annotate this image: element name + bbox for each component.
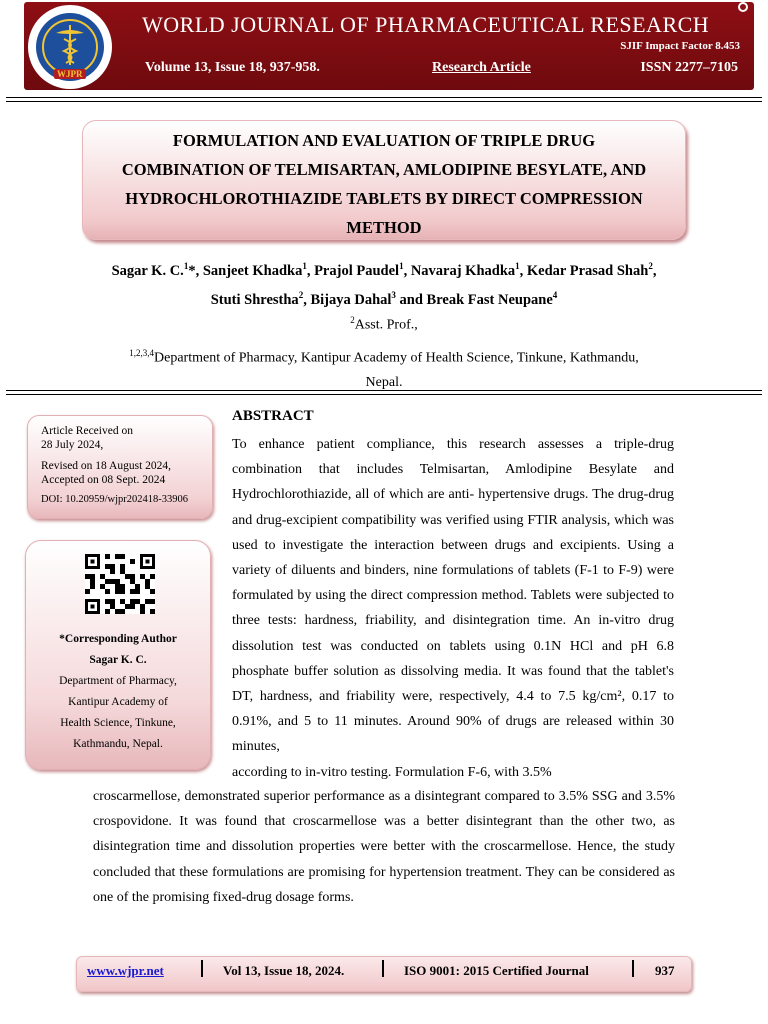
- caduceus-icon: [52, 23, 88, 67]
- abstract-heading: ABSTRACT: [232, 408, 314, 424]
- author-name: Break Fast Neupane: [426, 291, 553, 308]
- title-box: [82, 120, 686, 240]
- author-list: Sagar K. C.$^1$*, Sanjeet Khadka$^1$, Prajol Paudel$^1$, Navaraj Khadka$^1$, Kedar Prasad Shah$^2$, Stuti Shrestha$^2$, Bijaya Dahal$^3$ and Break Fast Neupane$^4$: [111, 261, 657, 308]
- article-info-box: [27, 415, 213, 519]
- divider: [6, 394, 762, 395]
- article-type: Research Article: [432, 60, 531, 75]
- received-date: 28 July 2024,: [41, 439, 104, 451]
- revised-date: Revised on 18 August 2024,: [41, 460, 172, 472]
- corresponding-author-box: [25, 540, 211, 770]
- journal-banner: [24, 2, 754, 90]
- journal-title: WORLD JOURNAL OF PHARMACEUTICAL RESEARCH: [142, 12, 710, 37]
- author-name: Prajol Paudel: [314, 262, 400, 279]
- author-name: Sanjeet Khadka: [202, 262, 303, 279]
- corresponding-label: *Corresponding Author: [59, 633, 177, 645]
- issn: ISSN 2277–7105: [640, 60, 738, 75]
- website-link[interactable]: www.wjpr.net: [87, 963, 164, 978]
- corresponding-name: Sagar K. C.: [89, 654, 147, 666]
- journal-logo: [28, 5, 112, 89]
- divider: [6, 97, 762, 98]
- abstract-text-continued: croscarmellose, demonstrated superior performance as a disintegrant compared to 3.5% SSG and 3.5% crospovidone. It was found that croscarmellose was a better disintegrant than the other two, as disintegration time and dissolution properties were better with the croscarmellose. Hence, the study concluded that these formulations are promising for hypertension treatment. They can be considered as one of the promising fixed-drug dosage forms.: [93, 789, 675, 905]
- accepted-date: Accepted on 08 Sept. 2024: [41, 474, 166, 486]
- author-name: Stuti Shrestha: [210, 291, 299, 308]
- author-name: Bijaya Dahal: [310, 291, 392, 308]
- doi: DOI: 10.20959/wjpr202418-33906: [41, 494, 188, 505]
- author-name: Sagar K. C.: [111, 262, 184, 279]
- author-name: Navaraj Khadka: [410, 262, 516, 279]
- footer-iso: ISO 9001: 2015 Certified Journal: [404, 963, 589, 978]
- footer-separator: [382, 960, 384, 977]
- article-title: FORMULATION AND EVALUATION OF TRIPLE DRUG COMBINATION OF TELMISARTAN, AMLODIPINE BESYLATE, AND HYDROCHLOROTHIAZIDE TABLETS BY DIRECT COMPRESSION METHOD: [121, 131, 647, 237]
- affiliation-department: $^{1,2,3,4}$Department of Pharmacy, Kantipur Academy of Health Science, Tinkune, Kathmandu, Nepal.: [129, 348, 639, 390]
- impact-factor: SJIF Impact Factor 8.453: [620, 40, 740, 52]
- qr-code-icon: [85, 554, 155, 614]
- page-footer: [76, 956, 692, 992]
- abstract-text: To enhance patient compliance, this research assesses a triple-drug combination that includes Telmisartan, Amlodipine Besylate and Hydrochlorothiazide, all of which are anti- hypertensive drugs. The drug-drug and drug-excipient compatibility was verified using FTIR analysis, which was used to investigate the interaction between drugs and excipients. Using a variety of diluents and binders, nine formulations of tablets (F-1 to F-9) were formulated by using the direct compression method. Tablets were subjected to three tests: hardness, friability, and disintegration time. An in-vitro drug dissolution test was conducted on tablets using 0.1N HCl and pH 6.8 phosphate buffer solution as dissolving media. It was found that the tablet's DT, hardness, and friability were, respectively, 4.4 to 7.5 kg/cm², 0.17 to 0.91%, and 5 to 11 minutes. Around 90% of drugs are released within 30 minutes, according to in-vitro testing. Formulation F-6, with 3.5%: [232, 437, 674, 780]
- received-label: Article Received on: [41, 425, 133, 437]
- divider: [6, 390, 762, 391]
- volume-info: Volume 13, Issue 18, 937-958.: [145, 60, 320, 75]
- divider: [6, 101, 762, 102]
- page-number: 937: [655, 963, 675, 978]
- affiliation-title: $^2$Asst. Prof.,: [350, 315, 418, 333]
- corner-ornament: [738, 2, 748, 12]
- footer-separator: [201, 960, 203, 977]
- footer-separator: [632, 960, 634, 977]
- corresponding-author-details: *Corresponding Author Sagar K. C. Department of Pharmacy, Kantipur Academy of Health Science, Tinkune, Kathmandu, Nepal.: [26, 629, 210, 755]
- logo-text: WJPR: [54, 69, 86, 79]
- footer-volume: Vol 13, Issue 18, 2024.: [223, 963, 345, 978]
- author-name: Kedar Prasad Shah: [526, 262, 649, 279]
